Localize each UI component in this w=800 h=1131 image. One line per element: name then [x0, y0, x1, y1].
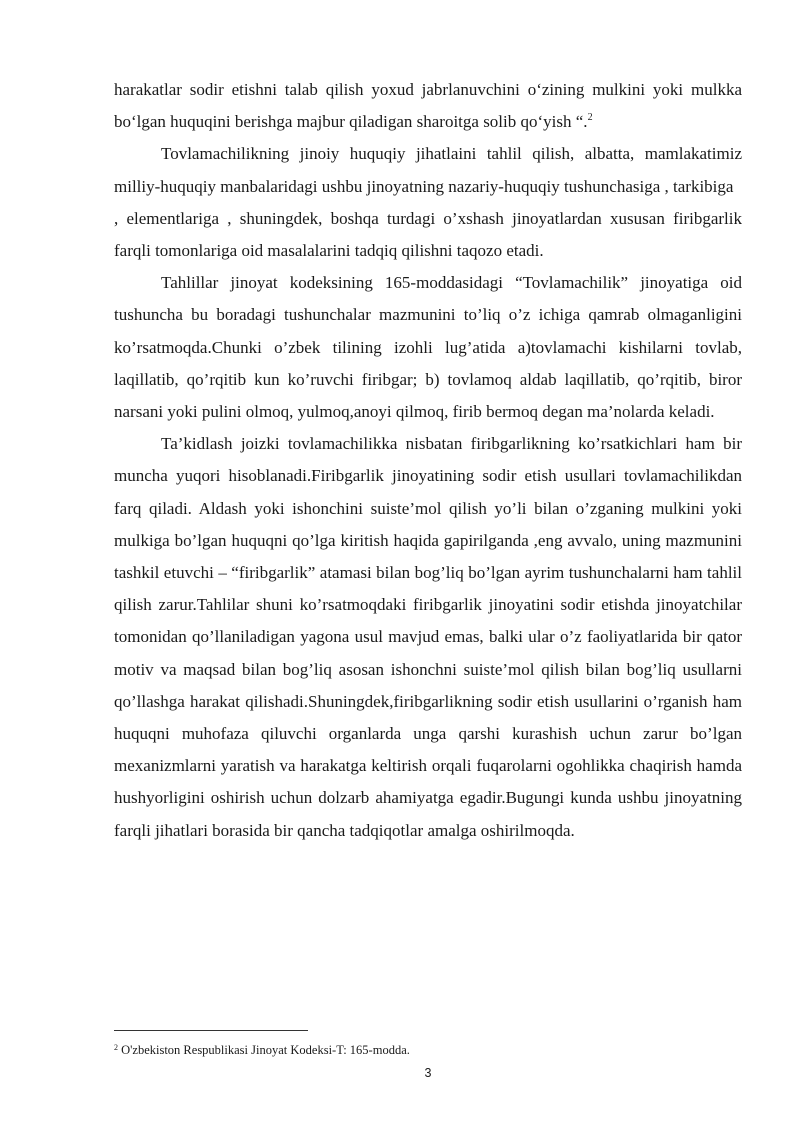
footnote-reference: 2 — [587, 112, 593, 124]
paragraph: Tovlamachilikning jinoiy huquqiy jihatlaini tahlil qilish, albatta, mamlakatimiz milliy-huquqiy manbalaridagi ushbu jinoyatning nazariy-huquqiy tushunchasiga , tarkibiga — [114, 144, 742, 196]
paragraph: , elementlariga , shuningdek, boshqa turdagi o’xshash jinoyatlardan xususan firibgarlik farqli tomonlariga oid masalalarini tadqiq qilishni taqozo etadi. — [114, 208, 742, 261]
paragraph: Ta’kidlash joizki tovlamachilikka nisbatan firibgarlikning ko’rsatkichlari ham bir muncha yuqori hisoblanadi.Firibgarlik jinoyatining sodir etish usullari tovlamachilikdan farq qiladi. Aldash yoki ishonchini suiste’mol qilish yo’li bilan o’zganing mulkini yoki mulkiga bo’lgan huquqni qo’lga kiritish haqida gapirilganda ,eng avvalo, uning mazmunini tashkil etuvchi – “firibgarlik” atamasi bilan bog’liq bo’lgan ayrim tushunchalarni ham tahlil qilish zarur.Tahlilar shuni ko’rsatmoqdaki firibgarlik jinoyatini sodir etishda jinoyatchilar tomonidan qo’llaniladigan yagona usul mavjud emas, balki ular o’z faoliyatlarida bir qator motiv va maqsad bilan bog’liq asosan ishonchni suiste’mol qilish bilan bog’liq usullarni qo’llashga harakat qilishadi.Shuningdek,firibgarlikning sodir etish usullarini o’rganish ham huquqni muhofaza qiluvchi organlarda unga qarshi kurashish uchun zarur bo’lgan mexanizmlarni yaratish va harakatga keltirish orqali fuqarolarni ogohlikka chaqirish hamda hushyorligini oshirish uchun dolzarb ahamiyatga egadir.Bugungi kunda ushbu jinoyatning farqli jihatlari borasida bir qancha tadqiqotlar amalga oshirilmoqda. — [114, 434, 742, 840]
footnote-text: O'zbekiston Respublikasi Jinoyat Kodeksi-T: 165-modda. — [121, 1043, 410, 1057]
page-number: 3 — [424, 1066, 432, 1080]
footnote — [114, 1042, 742, 1058]
footnote-marker: 2 — [114, 1043, 118, 1052]
paragraph-continuation: harakatlar sodir etishni talab qilish yoxud jabrlanuvchini o‘zining mulkini yoki mulkka bo‘lgan huquqini berishga majbur qiladigan sharoitga solib qo‘yish “.$^2$ — [114, 80, 742, 132]
footnote-divider — [114, 1030, 308, 1031]
paragraph: Tahlillar jinoyat kodeksining 165-moddasidagi “Tovlamachilik” jinoyatiga oid tushuncha bu boradagi tushunchalar mazmunini to’liq o’z ichiga qamrab olmaganligini ko’rsatmoqda.Chunki o’zbek tilining izohli lug’atida a)tovlamachi kishilarni tovlab, laqillatib, qo’rqitib kun ko’ruvchi firibgar; b) tovlamoq aldab laqillatib, qo’rqitib, biror narsani yoki pulini olmoq, yulmoq,anoyi qilmoq, firib bermoq degan ma’nolarda keladi. — [114, 273, 742, 422]
body-text — [114, 74, 742, 847]
